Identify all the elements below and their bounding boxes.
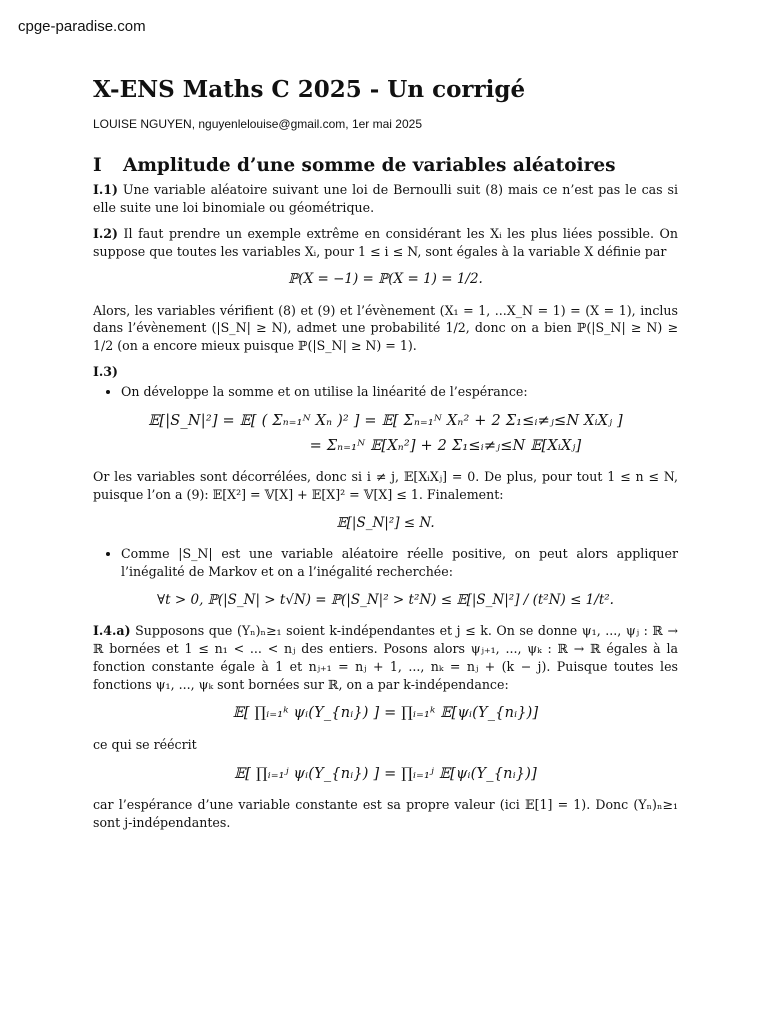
section-number: I [93,154,102,176]
display-equation: 𝔼[ ∏ᵢ₌₁ʲ ψᵢ(Y_{nᵢ}) ] = ∏ᵢ₌₁ʲ 𝔼[ψᵢ(Y_{nᵢ})] [234,765,537,782]
section-heading [93,153,678,179]
display-equation: 𝔼[|S_N|²] = 𝔼[ ( Σₙ₌₁ᴺ Xₙ )² ] = 𝔼[ Σₙ₌₁ᴺ Xₙ² + 2 Σ₁≤ᵢ≠ⱼ≤N XᵢXⱼ ] [148,412,623,429]
paragraph: Alors, les variables vérifient (8) et (9) et l’évènement (X₁ = 1, ...X_N = 1) = (X = 1), inclus dans l’évènement (|S_N| ≥ N), admet une probabilité 1/2, donc on a bien ℙ(|S_N| ≥ N) ≥ 1/2 (on a encore mieux puisque ℙ(|S_N| ≥ N) = 1). [93,302,678,354]
display-equation: 𝔼[|S_N|²] ≤ N. [336,514,435,531]
watermark: cpge-paradise.com [18,18,146,35]
display-equation: ℙ(X = −1) = ℙ(X = 1) = 1/2. [288,271,483,288]
section-title: Amplitude d’une somme de variables aléatoires [123,154,616,176]
author-line: LOUISE NGUYEN, nguyenlelouise@gmail.com, 1er mai 2025 [93,116,422,131]
question-1 [93,181,678,217]
question-label: I.4.a) [93,622,131,638]
paragraph: ce qui se réécrit [93,737,197,753]
display-equation: = Σₙ₌₁ᴺ 𝔼[Xₙ²] + 2 Σ₁≤ᵢ≠ⱼ≤N 𝔼[XᵢXⱼ] [309,437,582,454]
list-item: • Comme |S_N| est une variable aléatoire réelle positive, on peut alors appliquer l’inégalité de Markov et on a l’inégalité recherchée: [121,545,678,581]
paragraph: Or les variables sont décorrélées, donc si i ≠ j, 𝔼[XᵢXⱼ] = 0. De plus, pour tout 1 ≤ n ≤ N, puisque l’on a (9): 𝔼[X²] = 𝕍[X] + 𝔼[X]² = 𝕍[X] ≤ 1. Finalement: [93,469,678,503]
question-label: I.1) [93,181,118,197]
list-item: • On développe la somme et on utilise la linéarité de l’espérance: [121,383,678,401]
question-4a [93,622,678,694]
question-3 [93,363,678,381]
question-text: Une variable aléatoire suivant une loi de Bernoulli suit (8) mais ce n’est pas le cas si elle suite une loi binomiale ou géométrique. [93,181,678,215]
question-label: I.3) [93,364,118,380]
question-text: Il faut prendre un exemple extrême en considérant les Xᵢ les plus liées possible. On suppose que toutes les variables Xᵢ, pour 1 ≤ i ≤ N, sont égales à la variable X définie par [93,225,678,259]
bullet-list [93,383,678,401]
paragraph: car l’espérance d’une variable constante est sa propre valeur (ici 𝔼[1] = 1). Donc (Yₙ)ₙ≥₁ sont j-indépendantes. [93,797,678,831]
document-page [93,74,678,840]
question-label: I.2) [93,225,118,241]
display-equation: ∀t > 0, ℙ(|S_N| > t√N) = ℙ(|S_N|² > t²N) ≤ 𝔼[|S_N|²] / (t²N) ≤ 1/t². [157,591,614,608]
document-title: X-ENS Maths C 2025 - Un corrigé [93,76,526,103]
bullet-list [93,545,678,581]
question-text: Supposons que (Yₙ)ₙ≥₁ soient k-indépendantes et j ≤ k. On se donne ψ₁, ..., ψⱼ : ℝ → ℝ bornées et 1 ≤ n₁ < ... < nⱼ des entiers. Posons alors ψⱼ₊₁, ..., ψₖ : ℝ → ℝ égales à la fonction constante égale à 1 et nⱼ₊₁ = nⱼ + 1, ..., nₖ = nⱼ + (k − j). Puisque toutes les fonctions ψ₁, ..., ψₖ sont bornées sur ℝ, on a par k-indépendance: [93,622,679,692]
display-equation: 𝔼[ ∏ᵢ₌₁ᵏ ψᵢ(Y_{nᵢ}) ] = ∏ᵢ₌₁ᵏ 𝔼[ψᵢ(Y_{nᵢ})] [232,705,539,722]
question-2 [93,225,678,261]
